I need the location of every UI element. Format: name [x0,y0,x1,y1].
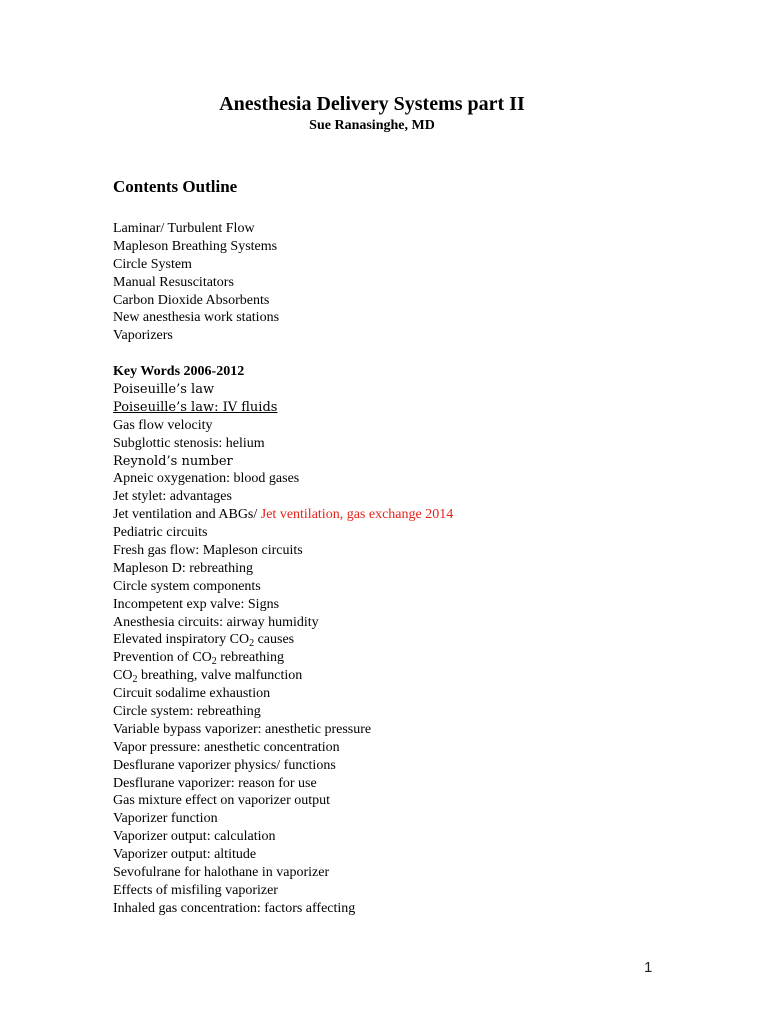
subscript: 2 [132,674,138,686]
subscript: 2 [249,638,255,650]
keyword-text: rebreathing [216,650,285,666]
keyword-item [113,399,453,417]
keyword-text: breathing, valve malfunction [137,668,303,684]
keyword-text: Poiseuille’s law [113,382,215,397]
contents-item: Manual Resuscitators [113,274,234,290]
keyword-item [113,381,453,399]
keyword-item [113,649,453,667]
keyword-item: Incompetent exp valve: Signs [113,596,280,612]
keyword-item: Desflurane vaporizer: reason for use [113,775,317,791]
keyword-item: Mapleson D: rebreathing [113,560,253,576]
keyword-item: Vaporizer output: calculation [113,829,276,845]
keyword-item: Subglottic stenosis: helium [113,435,265,451]
keyword-item: Jet stylet: advantages [113,489,232,505]
subscript: 2 [211,656,217,668]
document-title: Anesthesia Delivery Systems part II [219,93,525,115]
keyword-text: causes [254,632,295,648]
contents-list [113,220,279,345]
keyword-item: Inhaled gas concentration: factors affecting [113,900,356,916]
keyword-item [113,453,453,471]
keyword-item: Anesthesia circuits: airway humidity [113,614,319,630]
keyword-text: CO [113,668,133,684]
keyword-item: Effects of misfiling vaporizer [113,882,278,898]
contents-item: Mapleson Breathing Systems [113,238,278,254]
keyword-text: Prevention of CO [113,650,212,666]
keyword-item: Fresh gas flow: Mapleson circuits [113,543,303,559]
keyword-item [113,631,453,649]
keyword-text: Elevated inspiratory CO [113,632,250,648]
keyword-link-text: Poiseuille’s law: IV fluids [113,399,278,415]
keyword-item: Gas flow velocity [113,417,213,433]
contents-item: Vaporizers [113,328,173,344]
contents-item: New anesthesia work stations [113,310,280,326]
contents-item: Carbon Dioxide Absorbents [113,292,270,308]
keyword-item: Circle system: rebreathing [113,704,261,720]
keyword-highlight-2014: Jet ventilation, gas exchange 2014 [260,507,454,523]
keywords-list [113,381,453,918]
keyword-text: Jet ventilation and ABGs/ [113,507,261,523]
keyword-item: Vapor pressure: anesthetic concentration [113,739,340,755]
keyword-item: Desflurane vaporizer physics/ functions [113,757,336,773]
keyword-item [113,667,453,685]
contents-heading: Contents Outline [113,177,238,196]
keyword-item: Vaporizer function [113,811,218,827]
keyword-item: Sevofulrane for halothane in vaporizer [113,865,330,881]
document-author: Sue Ranasinghe, MD [309,118,435,133]
contents-item: Circle System [113,256,192,272]
keywords-heading: Key Words 2006-2012 [113,364,245,379]
keyword-item: Pediatric circuits [113,525,208,541]
keyword-item: Gas mixture effect on vaporizer output [113,793,331,809]
keyword-item: Circle system components [113,578,261,594]
keyword-item: Variable bypass vaporizer: anesthetic pressure [113,721,372,737]
keyword-item: Vaporizer output: altitude [113,847,257,863]
keyword-item [113,506,453,524]
keyword-text: Reynold’s number [113,453,233,469]
keyword-item: Apneic oxygenation: blood gases [113,471,300,487]
keyword-item: Circuit sodalime exhaustion [113,686,271,702]
page-number: 1 [644,959,653,976]
contents-item: Laminar/ Turbulent Flow [113,221,255,236]
